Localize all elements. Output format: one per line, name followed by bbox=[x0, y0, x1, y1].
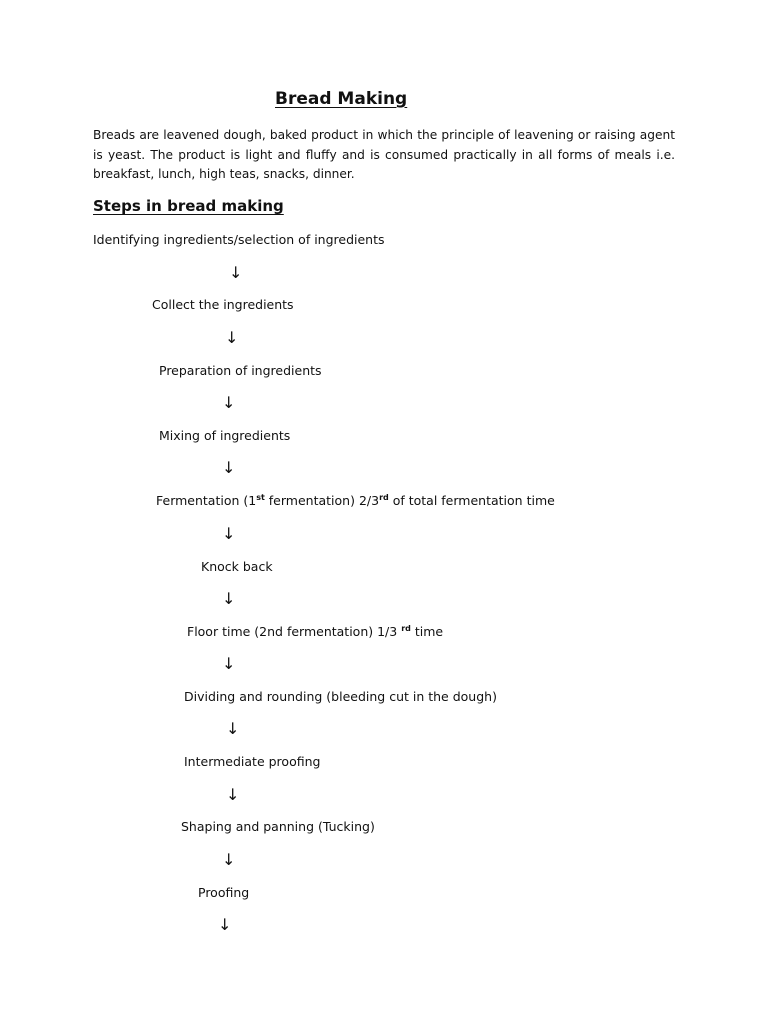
step-11: Proofing bbox=[198, 885, 250, 900]
step-5-text-start: Fermentation (1 bbox=[156, 493, 257, 508]
down-arrow-icon: ↓ bbox=[222, 850, 236, 869]
step-5-superscript-1: st bbox=[256, 492, 265, 502]
step-7-text-start: Floor time (2nd fermentation) 1/3 bbox=[187, 624, 402, 639]
down-arrow-icon: ↓ bbox=[222, 524, 236, 543]
intro-paragraph: Breads are leavened dough, baked product in which the principle of leavening or raising agent is yeast. The product is light and fluffy and is consumed practically in all forms of meals i.e. breakfast, lunch, high teas, snacks, dinner. bbox=[93, 128, 675, 181]
page-title: Bread Making bbox=[275, 89, 408, 109]
step-6: Knock back bbox=[201, 559, 273, 574]
step-2: Collect the ingredients bbox=[152, 297, 294, 312]
step-5-superscript-2: rd bbox=[379, 492, 389, 502]
step-5 bbox=[156, 493, 555, 508]
down-arrow-icon: ↓ bbox=[229, 263, 243, 282]
step-1: Identifying ingredients/selection of ingredients bbox=[93, 232, 385, 247]
down-arrow-icon: ↓ bbox=[222, 393, 236, 412]
step-5-text-end: of total fermentation time bbox=[388, 493, 555, 508]
step-5-text-middle: fermentation) 2/3 bbox=[264, 493, 380, 508]
down-arrow-icon: ↓ bbox=[226, 719, 240, 738]
step-9: Intermediate proofing bbox=[184, 754, 321, 769]
down-arrow-icon: ↓ bbox=[222, 589, 236, 608]
step-7 bbox=[187, 624, 443, 639]
step-7-superscript: rd bbox=[401, 623, 411, 633]
step-10: Shaping and panning (Tucking) bbox=[181, 819, 375, 834]
down-arrow-icon: ↓ bbox=[225, 328, 239, 347]
down-arrow-icon: ↓ bbox=[218, 915, 232, 934]
section-heading: Steps in bread making bbox=[93, 197, 284, 215]
down-arrow-icon: ↓ bbox=[226, 785, 240, 804]
down-arrow-icon: ↓ bbox=[222, 458, 236, 477]
step-3: Preparation of ingredients bbox=[159, 363, 322, 378]
step-4: Mixing of ingredients bbox=[159, 428, 291, 443]
down-arrow-icon: ↓ bbox=[222, 654, 236, 673]
step-8: Dividing and rounding (bleeding cut in the dough) bbox=[184, 689, 497, 704]
step-7-text-end: time bbox=[410, 624, 444, 639]
